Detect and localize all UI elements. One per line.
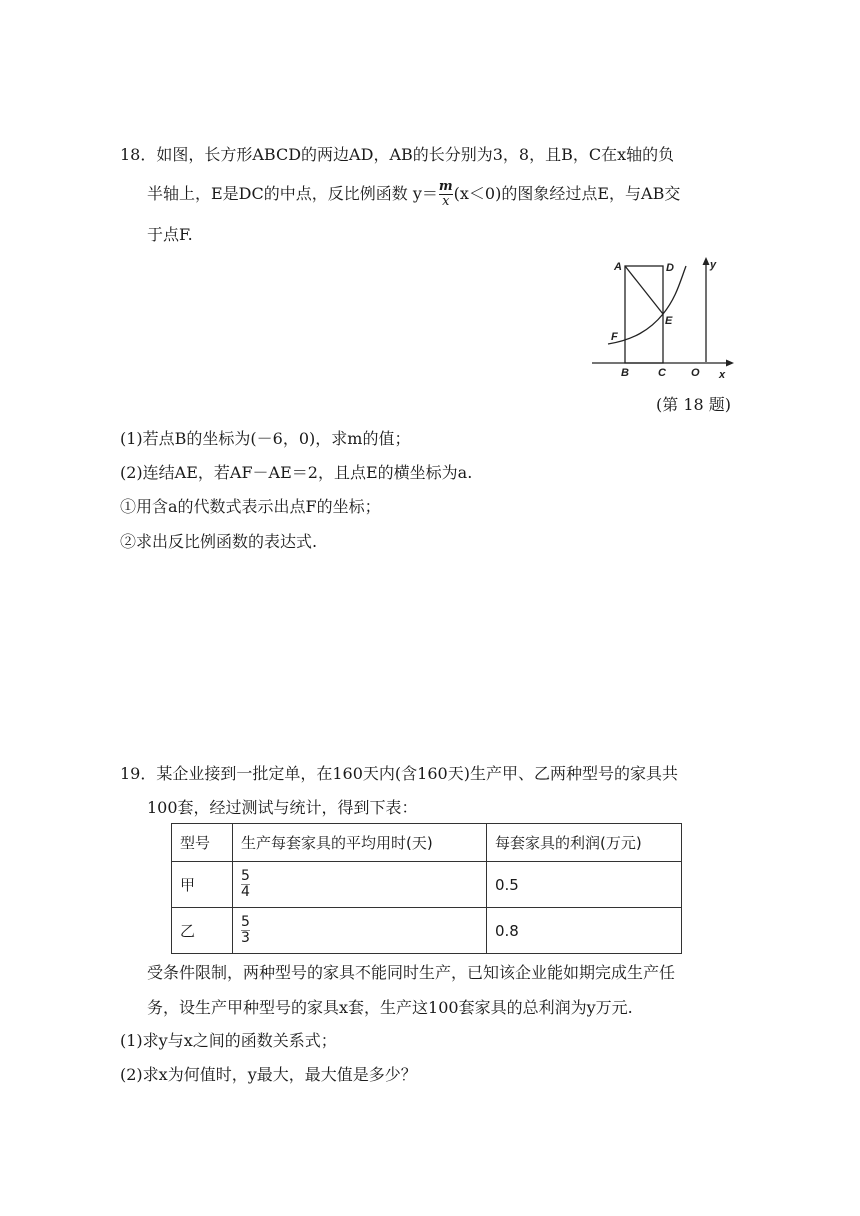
q19-part2: (2)求x为何值时，y最大，最大值是多少？	[120, 1065, 417, 1084]
hyperbola-curve	[608, 266, 686, 344]
label-F: F	[611, 331, 618, 343]
table-cell-profit: 0.5	[487, 862, 682, 908]
label-E: E	[665, 315, 673, 327]
fraction-denominator: x	[439, 194, 453, 209]
q18-text-line2-post: (x＜0)的图象经过点E，与AB交	[453, 184, 681, 203]
q18-text-line3: 于点F.	[147, 225, 193, 244]
y-axis-arrow	[703, 257, 710, 265]
table-cell-type: 甲	[172, 862, 233, 908]
q18-part2a: ①用含a的代数式表示出点F的坐标；	[120, 497, 381, 516]
time-fraction	[241, 915, 250, 946]
fraction-denominator: 4	[241, 884, 250, 900]
fraction-numerator: 5	[241, 868, 250, 884]
q19-after2: 务，设生产甲种型号的家具x套，生产这100套家具的总利润为y万元.	[147, 998, 633, 1017]
q19-line2: 100套，经过测试与统计，得到下表：	[147, 798, 418, 817]
q18-number: 18．	[120, 145, 157, 164]
q18-text-line2-pre: 半轴上，E是DC的中点，反比例函数 y＝	[147, 184, 438, 203]
q18-line3	[147, 224, 193, 246]
time-fraction	[241, 869, 250, 900]
table-row	[172, 862, 682, 908]
q19-number: 19．	[120, 764, 157, 783]
fraction-m-over-x	[439, 180, 453, 209]
label-A: A	[614, 261, 622, 273]
table-row	[172, 908, 682, 954]
q18-line2	[147, 180, 680, 209]
table-header-cell: 每套家具的利润(万元)	[487, 824, 682, 862]
q18-part2: (2)连结AE，若AF－AE＝2，且点E的横坐标为a.	[120, 463, 473, 482]
rectangle-abcd	[625, 266, 663, 363]
furniture-table	[171, 823, 682, 954]
label-y: y	[710, 259, 717, 271]
q19-after1: 受条件限制，两种型号的家具不能同时生产，已知该企业能如期完成生产任	[147, 963, 676, 982]
label-B: B	[621, 367, 629, 379]
q19-part1: (1)求y与x之间的函数关系式；	[120, 1031, 337, 1050]
label-C: C	[658, 367, 666, 379]
label-O: O	[691, 367, 700, 379]
figure-caption: (第 18 题)	[656, 395, 732, 414]
table-cell-type: 乙	[172, 908, 233, 954]
table-header-cell: 型号	[172, 824, 233, 862]
table-cell-time	[233, 862, 487, 908]
table-cell-time	[233, 908, 487, 954]
q18-part1: (1)若点B的坐标为(－6，0)，求m的值；	[120, 429, 411, 448]
x-axis-arrow	[726, 360, 734, 367]
segment-ae	[625, 266, 663, 314]
label-D: D	[666, 262, 674, 274]
table-cell-profit: 0.8	[487, 908, 682, 954]
q19-line1	[120, 763, 678, 785]
q18-figure	[588, 252, 738, 382]
q19-text-line1: 某企业接到一批定单，在160天内(含160天)生产甲、乙两种型号的家具共	[156, 764, 678, 783]
q18-part2b: ②求出反比例函数的表达式.	[120, 532, 318, 551]
fraction-denominator: 3	[241, 930, 250, 946]
table-header-row	[172, 824, 682, 862]
label-x: x	[719, 369, 726, 381]
q18-text-line1: 如图，长方形ABCD的两边AD，AB的长分别为3，8，且B，C在x轴的负	[156, 145, 675, 164]
fraction-numerator: 5	[241, 914, 250, 930]
table-header-cell: 生产每套家具的平均用时(天)	[233, 824, 487, 862]
fraction-numerator: m	[438, 179, 453, 194]
q18-line1	[120, 144, 674, 166]
